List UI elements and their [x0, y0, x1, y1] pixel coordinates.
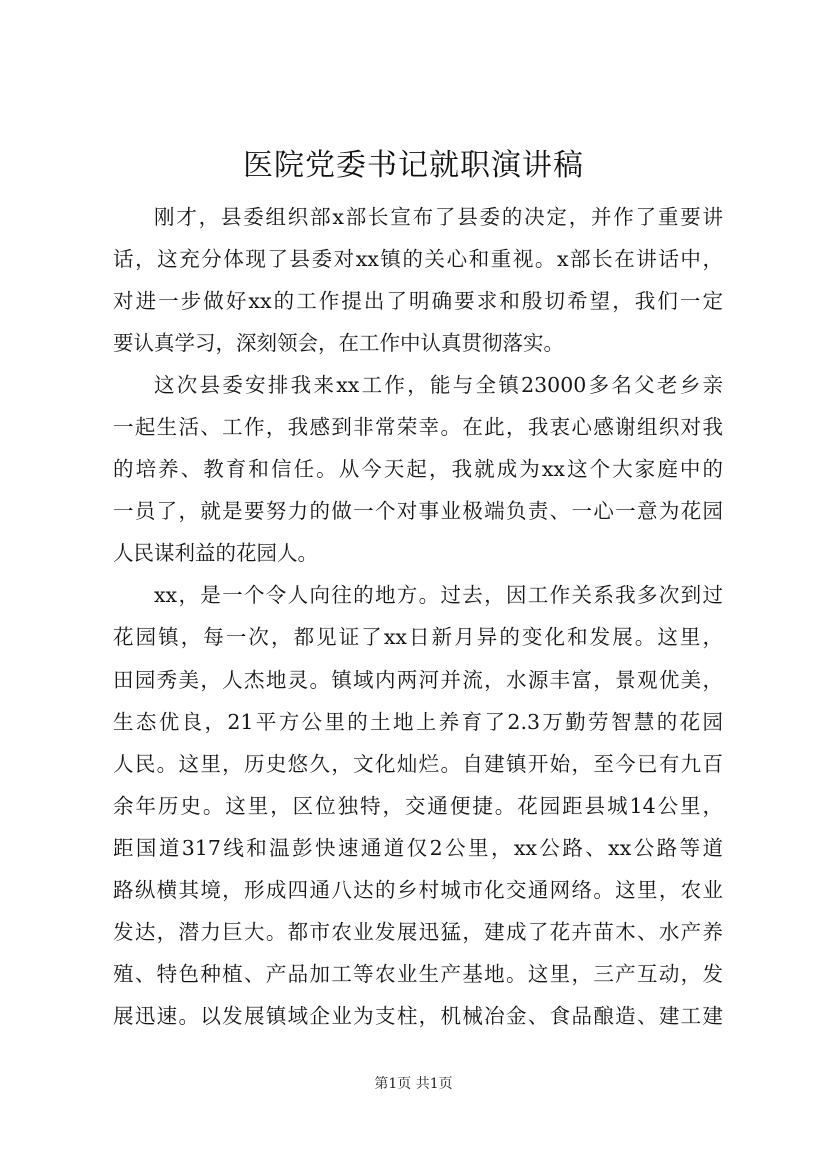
text-line: 一起生活、工作，我感到非常荣幸。在此，我衷心感谢组织对我: [113, 415, 723, 440]
text-line: 人民。这里，历史悠久，文化灿烂。自建镇开始，至今已有九百: [113, 751, 723, 776]
text-line: 展迅速。以发展镇域企业为支柱，机械冶金、食品酿造、建工建: [113, 1003, 723, 1028]
text-line: 要认真学习，深刻领会，在工作中认真贯彻落实。: [113, 331, 564, 356]
text-line: 一员了，就是要努力的做一个对事业极端负责、一心一意为花园: [113, 499, 723, 524]
document-title: 医院党委书记就职演讲稿: [243, 148, 584, 183]
text-line: 路纵横其境，形成四通八达的乡村城市化交通网络。这里，农业: [113, 877, 723, 902]
text-line: 对进一步做好xx的工作提出了明确要求和殷切希望，我们一定: [113, 289, 723, 314]
page-footer: 第1页 共1页: [374, 1076, 453, 1092]
text-line: xx，是一个令人向往的地方。过去，因工作关系我多次到过: [154, 583, 723, 608]
text-line: 生态优良，21平方公里的土地上养育了2.3万勤劳智慧的花园: [113, 709, 723, 734]
text-line: 刚才，县委组织部x部长宣布了县委的决定，并作了重要讲: [154, 205, 723, 229]
text-line: 殖、特色种植、产品加工等农业生产基地。这里，三产互动，发: [113, 961, 723, 986]
text-line: 余年历史。这里，区位独特，交通便捷。花园距县城14公里，: [113, 793, 723, 818]
text-line: 距国道317线和温彭快速通道仅2公里，xx公路、xx公路等道: [113, 835, 723, 860]
text-line: 话，这充分体现了县委对xx镇的关心和重视。x部长在讲话中，: [113, 247, 723, 272]
text-line: 田园秀美，人杰地灵。镇域内两河并流，水源丰富，景观优美，: [113, 667, 723, 692]
document-body: [113, 196, 723, 1037]
text-line: 这次县委安排我来xx工作，能与全镇23000多名父老乡亲: [154, 373, 723, 398]
text-line: 发达，潜力巨大。都市农业发展迅猛，建成了花卉苗木、水产养: [113, 919, 723, 944]
text-line: 花园镇，每一次，都见证了xx日新月异的变化和发展。这里，: [113, 625, 723, 650]
text-line: 人民谋利益的花园人。: [113, 541, 318, 566]
text-line: 的培养、教育和信任。从今天起，我就成为xx这个大家庭中的: [113, 457, 723, 482]
